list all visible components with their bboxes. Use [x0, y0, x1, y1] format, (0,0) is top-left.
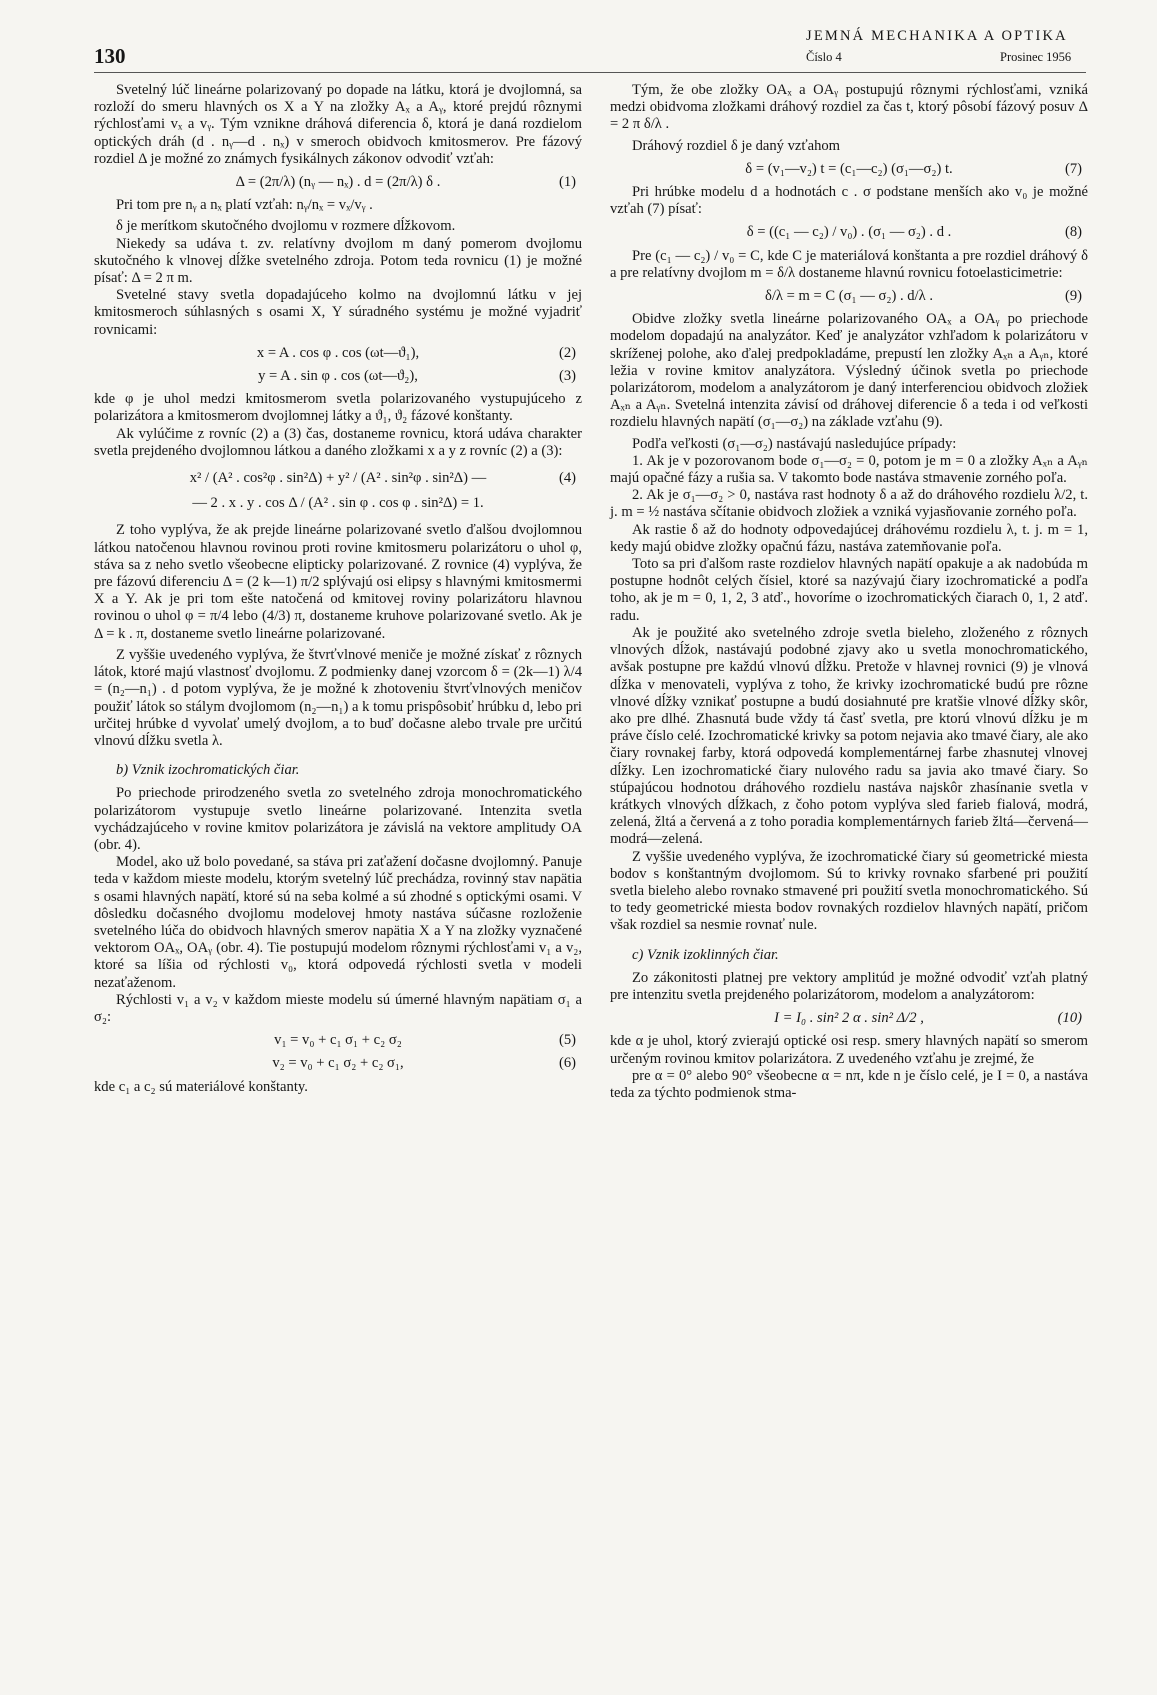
paragraph: Zo zákonitosti platnej pre vektory amplitúd je možné odvodiť vzťah platný pre intenzitu svetla prejdeného polarizátorom, modelom a analyzátorom:	[610, 969, 1088, 1003]
equation-6: v₂ = v₀ + c₁ σ₂ + c₂ σ₁, (6)	[272, 1055, 576, 1072]
issue-number: Číslo 4	[806, 50, 842, 64]
paragraph: 2. Ak je σ₁—σ₂ > 0, nastáva rast hodnoty δ a až do dráhového rozdielu λ/2, t. j. m = ½ nastáva sčítanie obidvoch zložiek a vzniká vyjasňovanie zorného poľa.	[610, 487, 1088, 521]
paragraph: kde φ je uhol medzi kmitosmerom svetla polarizovaného vystupujúceho z polarizátora a kmitosmerom dvojlomnej látky a ϑ₁, ϑ₂ fázové konštanty.	[94, 391, 582, 425]
equation-7: δ = (v₁—v₂) t = (c₁—c₂) (σ₁—σ₂) t. (7)	[745, 160, 1082, 177]
paragraph: kde c₁ a c₂ sú materiálové konštanty.	[94, 1078, 308, 1095]
paragraph: Pri tom pre nᵧ a nₓ platí vzťah: nᵧ/nₓ = vₓ/vᵧ .	[116, 197, 373, 214]
paragraph: Svetelné stavy svetla dopadajúceho kolmo na dvojlomnú látku v jej kmitosmeroch súhlasných s osami X, Y súradného systému je možné vyjadriť rovnicami:	[94, 287, 582, 338]
equation-4: x² / (A² . cos²φ . sin²Δ) + y² / (A² . sin²φ . sin²Δ) — — 2 . x . y . cos Δ / (A² . sin φ . cos φ . sin²Δ) = 1. (4)	[189, 470, 576, 512]
equation-number: (10)	[1057, 1010, 1082, 1027]
equation-number: (4)	[558, 470, 576, 487]
equation-3: y = A . sin φ . cos (ωt—ϑ₂), (3)	[258, 368, 576, 385]
equation-number: (3)	[558, 368, 576, 385]
equation-5: v₁ = v₀ + c₁ σ₁ + c₂ σ₂ (5)	[274, 1032, 576, 1049]
paragraph: Ak vylúčime z rovníc (2) a (3) čas, dostaneme rovnicu, ktorá udáva charakter svetla prejdeného dvojlomnou látkou a daného zložkami x a y z rovníc (2) a (3):	[94, 425, 582, 459]
paragraph: Svetelný lúč lineárne polarizovaný po dopade na látku, ktorá je dvojlomná, sa rozloží do smeru hlavných os X a Y na zložky Aₓ a Aᵧ, ktoré prejdú rôznymi rýchlosťami vₓ a vᵧ. Tým vznikne dráhová diferencia δ, ktorá je daná rozdielom optických dráh (d . nᵧ—d . nₓ) v smeroch obidvoch kmitosmerov. Pre fázový rozdiel Δ je možné zo známych fysikálnych zákonov odvodiť vzťah:	[94, 82, 582, 167]
equation-number: (9)	[1064, 288, 1082, 305]
equation-number: (1)	[558, 174, 576, 191]
paragraph: δ je merítkom skutočného dvojlomu v rozmere dĺžkovom.	[116, 218, 456, 235]
equation-number: (6)	[558, 1055, 576, 1072]
section-heading: c) Vznik izoklinných čiar.	[632, 946, 779, 963]
paragraph: pre α = 0° alebo 90° všeobecne α = nπ, kde n je číslo celé, je I = 0, a nastáva teda za týchto podmienok stma-	[610, 1067, 1088, 1101]
paragraph: Ak rastie δ až do hodnoty odpovedajúcej dráhovému rozdielu λ, t. j. m = 1, kedy majú obidve zložky opačnú fázu, nastáva zatemňovanie poľa.	[610, 521, 1088, 555]
journal-title: JEMNÁ MECHANIKA A OPTIKA	[806, 28, 1068, 44]
equation-number: (8)	[1064, 224, 1082, 241]
paragraph: 1. Ak je v pozorovanom bode σ₁—σ₂ = 0, potom je m = 0 a zložky Aₓₙ a Aᵧₙ majú opačné fázy a rušia sa. V takomto bode nastáva stmavenie zorného poľa.	[610, 452, 1088, 487]
equation-number: (2)	[558, 344, 576, 361]
paragraph: Z vyššie uvedeného vyplýva, že štvrťvlnové meniče je možné získať z rôznych látok, ktoré majú vlastnosť dvojlomu. Z podmienky danej vzorcom δ = (2k—1) λ/4 = (n₂—n₁) . d potom vyplýva, že je možné k zhotoveniu štvrťvlnových meničov použiť látok so stálym dvojlomom (n₂—n₁) a k tomu prispôsobiť hrúbku d, lebo pri určitej hrúbke d vyvolať umelý dvojlom, a to buď dočasne alebo trvale pre určitú vlnovú dĺžku svetla λ.	[94, 646, 582, 749]
paragraph: Tým, že obe zložky OAₓ a OAᵧ postupujú rôznymi rýchlosťami, vzniká medzi obidvoma zložkami dráhový rozdiel za čas t, ktorý pôsobí fázový posuv Δ = 2 π δ/λ .	[610, 82, 1088, 133]
header-rule	[94, 72, 1086, 73]
page-number: 130	[94, 44, 126, 68]
equation-8: δ = ((c₁ — c₂) / v₀) . (σ₁ — σ₂) . d . (8)	[746, 224, 1082, 241]
right-column	[610, 82, 1088, 1102]
paragraph: Rýchlosti v₁ a v₂ v každom mieste modelu sú úmerné hlavným napätiam σ₁ a σ₂:	[94, 991, 582, 1025]
paragraph: Pri hrúbke modelu d a hodnotách c . σ podstane menších ako v₀ je možné vzťah (7) písať:	[610, 184, 1088, 218]
paragraph: Z vyššie uvedeného vyplýva, že izochromatické čiary sú geometrické miesta bodov s konštantným dvojlomom. Sú to krivky rovnako sfarbené pri použití svetla bieleho alebo rovnako stmavené pri použití svetla monochromatického. Sú to tedy geometrické miesta bodov rovnakých rozdielov hlavných napätí, pričom však rozdiel sa nesmie rovnať nule.	[610, 848, 1088, 934]
paragraph: Model, ako už bolo povedané, sa stáva pri zaťažení dočasne dvojlomný. Panuje teda v každom mieste modelu, ktorým svetelný lúč prechádza, rovinný stav napätia s osami hlavných napätí, ktoré sú na seba kolmé a sú zhodné s optickými osami. V dôsledku dočasného dvojlomu modelovej hmoty nastáva súčasne rozloženie svetelného lúča do obidvoch hlavných smerov napätia X a Y na zložky vyznačené vektorom OAₓ, OAᵧ (obr. 4). Tie postupujú modelom rôznymi rýchlosťami v₁ a v₂, ktoré sa líšia od rýchlosti v₀, ktorá odpovedá rýchlosti svetla v modeli nezaťaženom.	[94, 854, 582, 991]
equation-number: (7)	[1064, 160, 1082, 177]
paragraph: Toto sa pri ďalšom raste rozdielov hlavných napätí opakuje a ak nadobúda m postupne hodnôt celých čísiel, ktoré sa nazývajú čiary izochromatické a podľa toho, ak je m = 0, 1, 2, 3 atď., hovoríme o izochromatických čiarach 0, 1, 2 atď. radu.	[610, 556, 1088, 624]
paragraph: Pre (c₁ — c₂) / v₀ = C, kde C je materiálová konštanta a pre rozdiel dráhový δ a pre relatívny dvojlom m = δ/λ dostaneme hlavnú rovnicu fotoelasticimetrie:	[610, 247, 1088, 281]
equation-10: I = I₀ . sin² 2 α . sin² Δ/2 , (10)	[774, 1010, 1082, 1027]
equation-number: (5)	[558, 1032, 576, 1049]
left-column	[94, 82, 582, 1096]
issue-date: Prosinec 1956	[1000, 50, 1072, 64]
equation-1: Δ = (2π/λ) (nᵧ — nₓ) . d = (2π/λ) δ . (1)	[235, 174, 576, 191]
paragraph: Obidve zložky svetla lineárne polarizovaného OAₓ a OAᵧ po priechode modelom dopadajú na analyzátor. Keď je analyzátor vzhľadom k polarizátoru v skríženej polohe, ako ďalej predpokladáme, prepustí len zložky Aₓₙ a Aᵧₙ, ktoré ležia v rovine kmitov analyzátora. Výsledný účinok svetla po priechode polarizátorom, modelom a analyzátorom je daný interferenciou obidvoch zložiek Aₓₙ a Aᵧₙ. Svetelná intenzita závisí od dráhovej diferencie δ a teda i od veľkosti rozdielu hlavných napätí (σ₁—σ₂) na základe vzťahu (9).	[610, 311, 1088, 431]
paragraph: Niekedy sa udáva t. zv. relatívny dvojlom m daný pomerom dvojlomu skutočného k vlnovej dĺžke svetelného zdroja. Potom teda rovnicu (1) je možné písať: Δ = 2 π m.	[94, 235, 582, 287]
paragraph: Po priechode prirodzeného svetla zo svetelného zdroja monochromatického polarizátorom vystupuje svetlo lineárne polarizované. Intenzita svetla vychádzajúceho v rovine kmitov polarizátora je závislá na vektore amplitudy OA (obr. 4).	[94, 785, 582, 853]
equation-9: δ/λ = m = C (σ₁ — σ₂) . d/λ . (9)	[765, 288, 1082, 305]
paragraph: Ak je použité ako svetelného zdroje svetla bieleho, zloženého z rôznych vlnových dĺžok, nastávajú podobné zjavy ako u svetla monochromatického, avšak postupne pre každú vlnovú dĺžku. Pretože v hlavnej rovnici (9) je vlnová dĺžka v menovateli, vyplýva z toho, že krivky izochromatické budú pre rôzne vlnové dĺžky vznikať postupne a budú dosiahnuté pre kratšie vlnové dĺžky skôr, ako pre dlhé. Zhasnutá bude vždy tá časť svetla, pre ktorú vlnovú dĺžku je m práve číslo celé. Izochromatické krivky sa potom nejavia ako tmavé čiary, ale ako čiary rovnakej farby, ktorá odpovedá komplementárnej farbe zhasnutej vlnovej dĺžky. Len izochromatické čiary nulového radu sa javia ako tmavé čiary. So stúpajúcou hodnotou dráhového rozdielu nastáva najskôr zhasínanie svetla v krátkych vlnových dĺžkach, z čoho potom vyplýva sled farieb fialová, modrá, zelená, žltá a červená a z toho poradia komplementárnych farieb žltá—červená—modrá—zelená.	[610, 624, 1089, 848]
paragraph: Z toho vyplýva, že ak prejde lineárne polarizované svetlo ďalšou dvojlomnou látkou natočenou hlavnou rovinou proti rovine kmitosmeru polarizátoru o uhol φ, stáva sa z neho svetlo všeobecne elipticky polarizované. Z rovnice (4) vyplýva, že pre fázovú diferenciu Δ = (2 k—1) π/2 splývajú osi elipsy s hlavnými kmitosmermi X a Y. Ak je pri tom ešte natočená od kmitovej roviny polarizátoru hlavnou rovinou o uhol φ = π/4 lebo (4/3) π, dostaneme kruhove polarizované svetlo. Ak je Δ = k . π, dostaneme svetlo lineárne polarizované.	[94, 522, 582, 642]
equation-2: x = A . cos φ . cos (ωt—ϑ₁), (2)	[256, 344, 576, 361]
paragraph: Podľa veľkosti (σ₁—σ₂) nastávajú nasledujúce prípady:	[632, 435, 957, 452]
paragraph: kde α je uhol, ktorý zvierajú optické osi resp. smery hlavných napätí so smerom určeným rovinou kmitov polarizátora. Z uvedeného vzťahu je zrejmé, že	[610, 1033, 1088, 1067]
section-heading: b) Vznik izochromatických čiar.	[116, 762, 300, 779]
paragraph: Dráhový rozdiel δ je daný vzťahom	[632, 137, 841, 154]
